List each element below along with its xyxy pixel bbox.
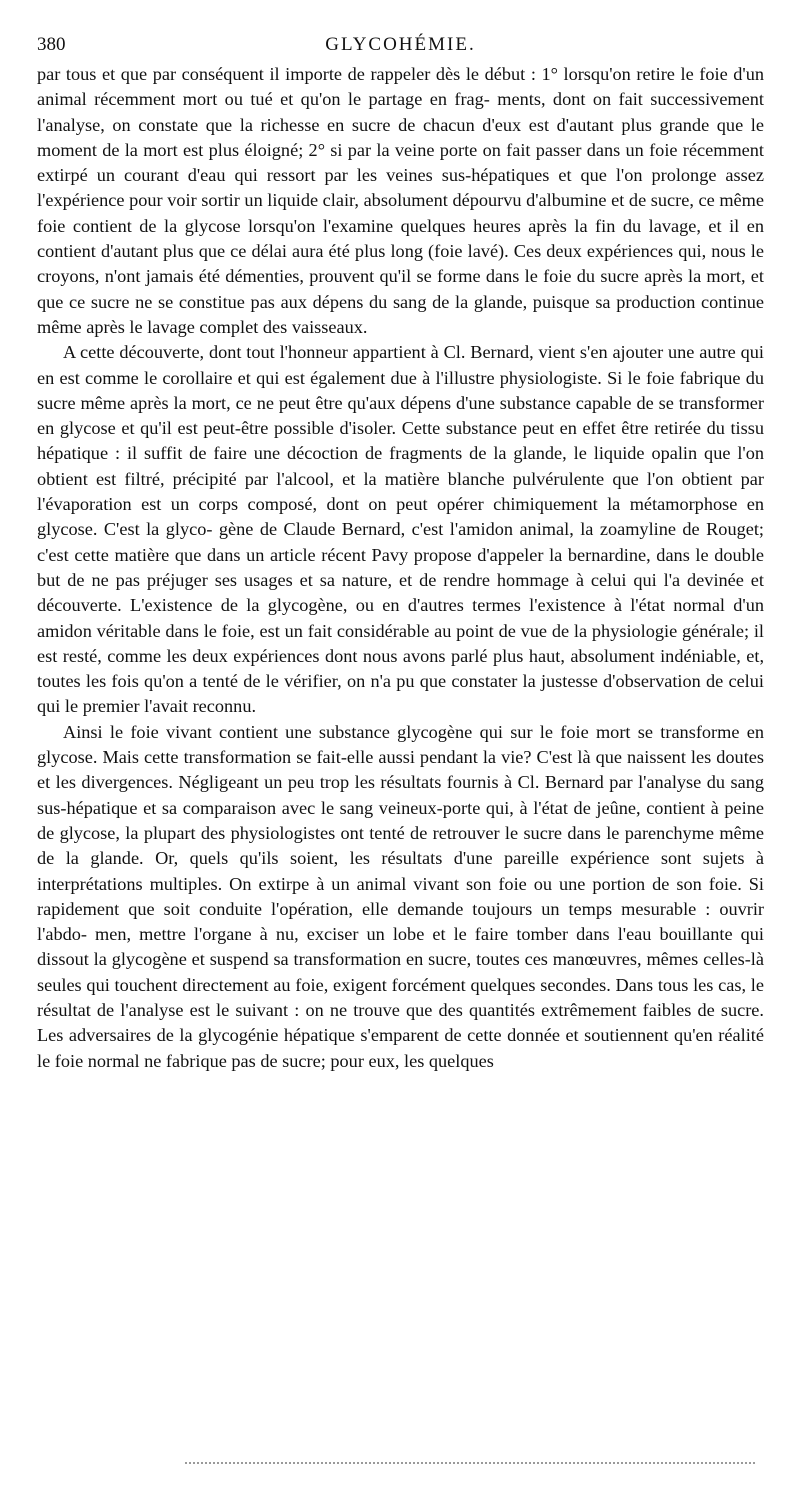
text-line: sucre de chacun d'eux est d'autant plus grande que le moment de la mort est [37, 114, 764, 160]
text-line: extirpé un courant d'eau qui ressort par les veines sus-hépatiques et que l'on [37, 165, 643, 186]
text-line: suivant : on ne trouve que des quantités extrêmement faibles de sucre. Les [37, 999, 764, 1046]
text-line: comparaison avec le sang veineux-porte qui, à l'état de jeûne, contient à peine [182, 797, 764, 818]
text-line: le liquide opalin que l'on obtient est filtré, précipité par l'alcool, et la matière [37, 443, 765, 489]
text-line: men, mettre l'organe à nu, exciser un lobe et le faire tomber dans l'eau bouillante [95, 924, 733, 945]
text-line: sucre après la mort, et que ce sucre ne se constitue pas aux dépens du sang de [37, 266, 764, 312]
text-line: ajouter une autre qui en est comme le corollaire et qui est également due à [37, 342, 764, 388]
text-line: cette matière que dans un article récent Pavy propose d'appeler la bernardine, [74, 544, 651, 565]
text-line: est un fait considérable au point de vue de la physiologie générale; il est resté, [37, 620, 764, 666]
text-line: l'illustre physiologiste. Si le foie fabrique du sucre même après la mort, ce ne [37, 367, 764, 413]
text-line: pareille expérience sont sujets à interprétations multiples. On extirpe à un [37, 848, 764, 894]
text-line: que ce délai aura été plus long (foie lavé). Ces deux expériences qui, nous le [198, 241, 765, 262]
text-line: la glande, puisque sa production continue même après le lavage complet des [37, 291, 764, 337]
text-line: la justesse d'observation de celui qui le premier l'avait reconnu. [37, 671, 764, 717]
text-line: du tissu hépatique : il suffit de faire une décoction de fragments de la glande, [37, 418, 764, 464]
text-line: transforme en glycose. Mais cette transformation se fait-elle aussi pendant la [37, 721, 764, 768]
text-line: retire le foie d'un animal récemment mort ou tué et qu'on le partage en frag- [37, 64, 764, 110]
text-line: indéniable, et, toutes les fois qu'on a tenté de le vérifier, on n'a pu que constater [37, 645, 765, 692]
text-line: hommage à celui qui l'a devinée et découverte. L'existence de la glycogène, ou en [37, 569, 764, 616]
book-page [37, 30, 764, 1074]
text-line: d'autres termes l'existence à l'état normal d'un amidon véritable dans le foie, [37, 595, 764, 641]
text-line: dans le double but de ne pas préjuger ses usages et sa nature, et de rendre [37, 544, 765, 590]
text-line: comme les deux expériences dont nous avons parlé plus haut, absolument [107, 645, 655, 666]
text-line: ments, dont on fait successivement l'analyse, on constate que la richesse en [37, 89, 764, 135]
text-line: conduite l'opération, elle demande toujours un temps mesurable : ouvrir l'abdo- [37, 898, 765, 945]
text-line: vie? C'est là que naissent les doutes et les divergences. Négligeant un peu trop [37, 747, 764, 793]
text-line: A cette découverte, dont tout l'honneur appartient à Cl. Bernard, vient s'en [63, 342, 608, 363]
footer-dotted-rule [185, 1462, 755, 1464]
paragraph-2 [37, 340, 764, 719]
text-line: forcément quelques secondes. Dans tous les cas, le résultat de l'analyse est le [37, 974, 764, 1020]
page-header [37, 30, 764, 60]
text-line: plus éloigné; 2° si par la veine porte on fait passer dans un foie récemment [208, 139, 765, 160]
text-line: le parenchyme même de la glande. Or, quels qu'ils soient, les résultats d'une [37, 822, 765, 869]
paragraph-3 [37, 720, 764, 1074]
text-line: vaisseaux. [291, 316, 368, 337]
text-line: qu'en réalité le foie normal ne fabrique pas de sucre; pour eux, les quelques [37, 1025, 764, 1071]
text-line: par tous et que par conséquent il importe de rappeler dès le début : 1° lorsqu'on [37, 64, 631, 84]
text-line: gène de Claude Bernard, c'est l'amidon animal, la zoamyline de Rouget; c'est [37, 519, 765, 565]
paragraph-1 [37, 62, 764, 340]
text-line: peut être qu'aux dépens d'une substance capable de se transformer en glycose [37, 392, 764, 439]
text-line: qui dissout la glycogène et suspend sa transformation en sucre, toutes ces [37, 924, 765, 970]
text-line: adversaires de la glycogénie hépatique s'emparent de cette donnée et soutiennent [68, 1025, 669, 1046]
text-line: et qu'il est peut-être possible d'isoler. Cette substance peut en effet être retirée [121, 418, 701, 439]
body-text [37, 62, 764, 1074]
text-line: de glycose, la plupart des physiologistes ont tenté de retrouver le sucre dans [37, 822, 601, 843]
text-line: Ainsi le foie vivant contient une substance glycogène qui sur le foie mort se [63, 721, 653, 742]
text-line: croyons, n'ont jamais été démenties, prouvent qu'il se forme dans le foie du [37, 266, 596, 287]
page-number: 380 [37, 34, 66, 55]
text-line: dépourvu d'albumine et de sucre, ce même foie contient de la glycose lorsqu'on [37, 190, 764, 236]
running-head: GLYCOHÉMIE. [325, 34, 476, 55]
text-line: prolonge assez l'expérience pour voir sortir un liquide clair, absolument [37, 165, 764, 211]
text-line: blanche pulvérulente que l'on obtient par l'évaporation est un corps composé, [37, 468, 764, 515]
text-line: animal vivant son foie ou une portion de son foie. Si rapidement que soit [37, 873, 764, 919]
text-line: manœuvres, mêmes celles-là seules qui touchent directement au foie, exigent [37, 949, 764, 995]
text-line: dont on peut opérer chimiquement la métamorphose en glycose. C'est la glyco- [37, 494, 765, 540]
text-line: les résultats fournis à Cl. Bernard par l'analyse du sang sus-hépatique et sa [37, 772, 764, 818]
text-line: l'examine quelques heures après la fin du lavage, et il en contient d'autant plus [37, 215, 764, 262]
